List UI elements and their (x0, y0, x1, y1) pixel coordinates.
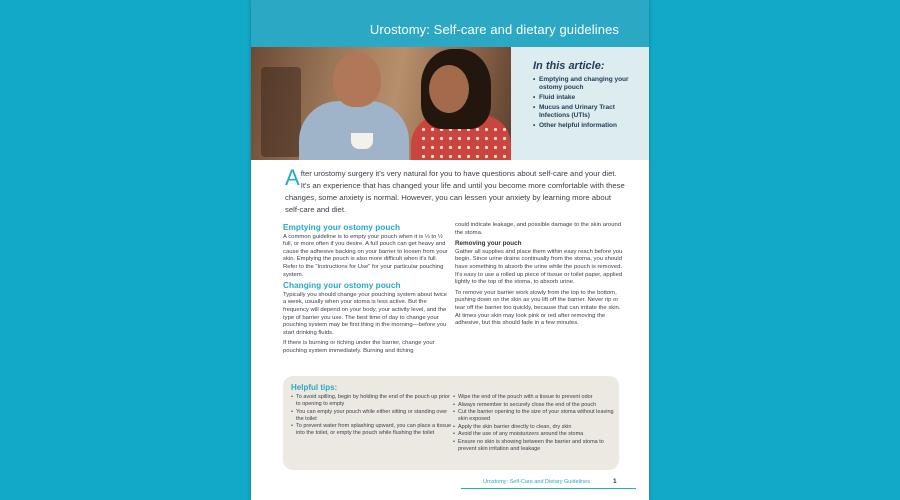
document-page (251, 0, 649, 500)
section-heading-emptying: Emptying your ostomy pouch (283, 222, 401, 232)
tip-item: • Wipe the end of the pouch with a tissue to prevent odor (453, 394, 615, 401)
left-column (283, 222, 451, 359)
intro-dropcap: A (285, 165, 300, 190)
tips-right-column (453, 394, 615, 453)
right-column (455, 222, 623, 331)
tip-item: • Apply the skin barrier directly to clean, dry skin (453, 424, 615, 431)
section-heading-changing: Changing your ostomy pouch (283, 280, 401, 291)
removing-text-2: To remove your barrier work slowly from the top to the bottom, pushing down on the skin as you lift off the barrier. Never rip or tear off the barrier too quickly, because that can irritate the skin. At times your skin may look pink or red after removing the adhesive, but this should fade in a few minutes. (455, 289, 621, 327)
tip-item: • Ensure no skin is showing between the barrier and stoma to prevent skin irritation and leakage (453, 439, 615, 453)
title-banner (251, 0, 649, 47)
changing-text-1: Typically you should change your pouching system about twice a week, usually when your stoma is less active. But the frequency will depend on your body, your activity level, and the type of barrier you use. The best time of day to change your pouching system may be first thing in the morning—before you start drinking fluids. (283, 291, 448, 336)
changing-text-3: could indicate leakage, and possible damage to the skin around the stoma. (455, 222, 622, 236)
contents-item: • Mucus and Urinary Tract Infections (UTIs) (533, 104, 639, 120)
photo-dress-pattern (419, 125, 507, 160)
contents-item: • Fluid intake (533, 94, 639, 102)
footer-title: Urostomy: Self-Care and Dietary Guidelines (483, 479, 590, 485)
tips-heading: Helpful tips: (291, 383, 338, 392)
contents-item: • Other helpful information (533, 122, 639, 130)
photo-man-body (299, 101, 409, 160)
photo-cup (351, 133, 373, 149)
contents-list (533, 76, 639, 130)
helpful-tips-box (283, 376, 619, 470)
contents-item: • Emptying and changing your ostomy pouch (533, 76, 639, 92)
photo-background-shape (261, 67, 301, 157)
photo-man-head (333, 53, 381, 107)
tip-item: • To prevent water from splashing upward, you can place a tissue into the toilet, or empty the pouch while flushing the toilet (291, 423, 453, 437)
page-number: 1 (613, 478, 617, 485)
tip-item: • Cut the barrier opening to the size of your stoma without leaving skin exposed (453, 409, 615, 423)
contents-heading: In this article: (533, 60, 605, 72)
removing-text-1: Gather all supplies and place them within easy reach before you begin. Since urine drains continually from the stoma, you should have something to absorb the urine while the pouch is removed. It's easy to use a rolled up piece of tissue or toilet paper, applied lightly to the top of the stoma, to absorb urine. (455, 248, 623, 286)
tip-item: • To avoid spilling, begin by holding the end of the pouch up prior to opening to empty (291, 394, 453, 408)
tip-item: • Avoid the use of any moisturizers around the stoma (453, 431, 615, 438)
footer-rule (461, 488, 636, 489)
intro-text: fter urostomy surgery it's very natural for you to have questions about self-care and your diet. It's an experience that has changed your life and until you become more comfortable with these changes, some anxiety is normal. However, you can lessen your anxiety by learning more about self-care and diet. (285, 169, 625, 214)
tip-item: • You can empty your pouch while either sitting or standing over the toilet (291, 409, 453, 423)
emptying-text: A common guideline is to empty your pouch when it is ⅓ to ½ full, or more often if you desire. A full pouch can get heavy and cause the adhesive backing on your barrier to loosen from your skin. Emptying the pouch is also more difficult when it's full. Refer to the "Instructions for Use" for your particular pouching system. (283, 233, 448, 278)
page-footer (461, 478, 636, 488)
article-contents-box (511, 47, 649, 160)
changing-text-2: If there is burning or itching under the barrier, change your pouching system immediately. Burning and itching (283, 340, 435, 354)
couple-photo (251, 47, 511, 160)
tip-item: • Always remember to securely close the end of the pouch (453, 402, 615, 409)
section-heading-removing: Removing your pouch (455, 240, 522, 248)
photo-woman-face (429, 65, 469, 113)
tips-left-column (291, 394, 453, 438)
intro-paragraph (285, 165, 625, 216)
page-title: Urostomy: Self-care and dietary guidelines (369, 22, 619, 37)
